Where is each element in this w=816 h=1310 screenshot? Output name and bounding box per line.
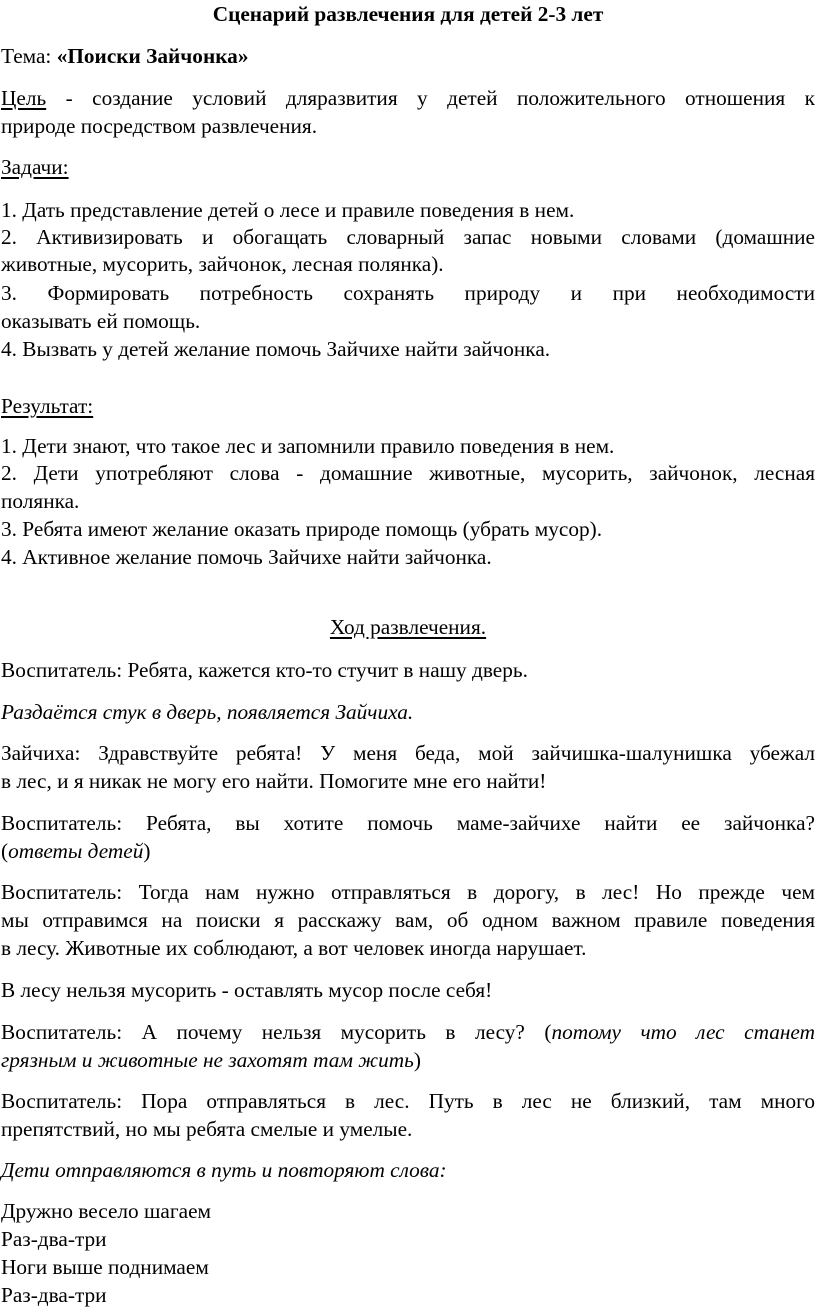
children-answers: ответы детей <box>8 839 144 863</box>
paragraph: Воспитатель: Ребята, кажется кто-то стучит в нашу дверь. <box>1 658 528 682</box>
paragraph-line <box>1 1050 421 1071</box>
goal-text: - создание условий дляразвития у детей положительного отношения к <box>46 86 815 110</box>
task-line: 3. Формировать потребность сохранять природу и при необходимости <box>1 281 815 305</box>
goal-label: Цель <box>1 86 47 110</box>
result-line: 4. Активное желание помочь Зайчихе найти зайчонка. <box>1 545 492 569</box>
paragraph-line: Воспитатель: Ребята, вы хотите помочь маме-зайчихе найти ее зайчонка? <box>1 811 815 835</box>
result-line: 3. Ребята имеют желание оказать природе помощь (убрать мусор). <box>1 517 603 541</box>
paragraph-line: Зайчиха: Здравствуйте ребята! У меня беда, мой зайчишка-шалунишка убежал <box>1 741 815 765</box>
task-line: 1. Дать представление детей о лесе и правиле поведения в нем. <box>1 198 575 222</box>
paren-close: ) <box>413 1048 421 1072</box>
stage-direction: Раздаётся стук в дверь, появляется Зайчиха. <box>1 700 414 724</box>
paragraph-line: в лес, и я никак не могу его найти. Помогите мне его найти! <box>1 769 547 793</box>
paren-open: ( <box>1 839 9 863</box>
task-line: 2. Активизировать и обогащать словарный запас новыми словами (домашние <box>1 225 815 249</box>
paragraph-line <box>1 841 150 862</box>
verse-line: Раз-два-три <box>1 1227 107 1251</box>
theme-line <box>1 46 248 67</box>
paragraph-line <box>1 1022 815 1043</box>
verse-line: Ноги выше поднимаем <box>1 1255 209 1279</box>
paragraph-line: Воспитатель: Тогда нам нужно отправляться в дорогу, в лес! Но прежде чем <box>1 880 815 904</box>
result-line: 2. Дети употребляют слова - домашние животные, мусорить, зайчонок, лесная <box>1 461 815 485</box>
result-heading: Результат: <box>1 394 94 418</box>
question-text: Воспитатель: А почему нельзя мусорить в лесу? ( <box>1 1020 552 1044</box>
answer-text: грязным и животные не захотят там жить <box>1 1048 414 1072</box>
document-title: Сценарий развлечения для детей 2-3 лет <box>212 2 604 26</box>
goal-line-1 <box>1 88 815 109</box>
task-line: оказывать ей помощь. <box>1 309 201 333</box>
result-line: полянка. <box>1 489 80 513</box>
result-line: 1. Дети знают, что такое лес и запомнили правило поведения в нем. <box>1 434 615 458</box>
goal-line-2: природе посредством развлечения. <box>1 114 318 138</box>
course-heading: Ход развлечения. <box>329 615 487 639</box>
theme-value: «Поиски Зайчонка» <box>56 44 249 68</box>
paragraph-line: в лесу. Животные их соблюдают, а вот человек иногда нарушает. <box>1 936 587 960</box>
paren-close: ) <box>143 839 151 863</box>
task-line: животные, мусорить, зайчонок, лесная полянка). <box>1 252 444 276</box>
stage-direction: Дети отправляются в путь и повторяют слова: <box>1 1158 447 1182</box>
task-line: 4. Вызвать у детей желание помочь Зайчихе найти зайчонка. <box>1 337 551 361</box>
tasks-heading: Задачи: <box>1 155 69 179</box>
theme-label: Тема: <box>1 44 57 68</box>
paragraph-line: препятствий, но мы ребята смелые и умелые. <box>1 1117 413 1141</box>
paragraph-line: мы отправимся на поиски я расскажу вам, об одном важном правиле поведения <box>1 908 815 932</box>
paragraph-line: Воспитатель: Пора отправляться в лес. Путь в лес не близкий, там много <box>1 1089 815 1113</box>
verse-line: Раз-два-три <box>1 1283 107 1307</box>
paragraph: В лесу нельзя мусорить - оставлять мусор после себя! <box>1 978 493 1002</box>
answer-text: потому что лес станет <box>551 1020 815 1044</box>
verse-line: Дружно весело шагаем <box>1 1199 211 1223</box>
